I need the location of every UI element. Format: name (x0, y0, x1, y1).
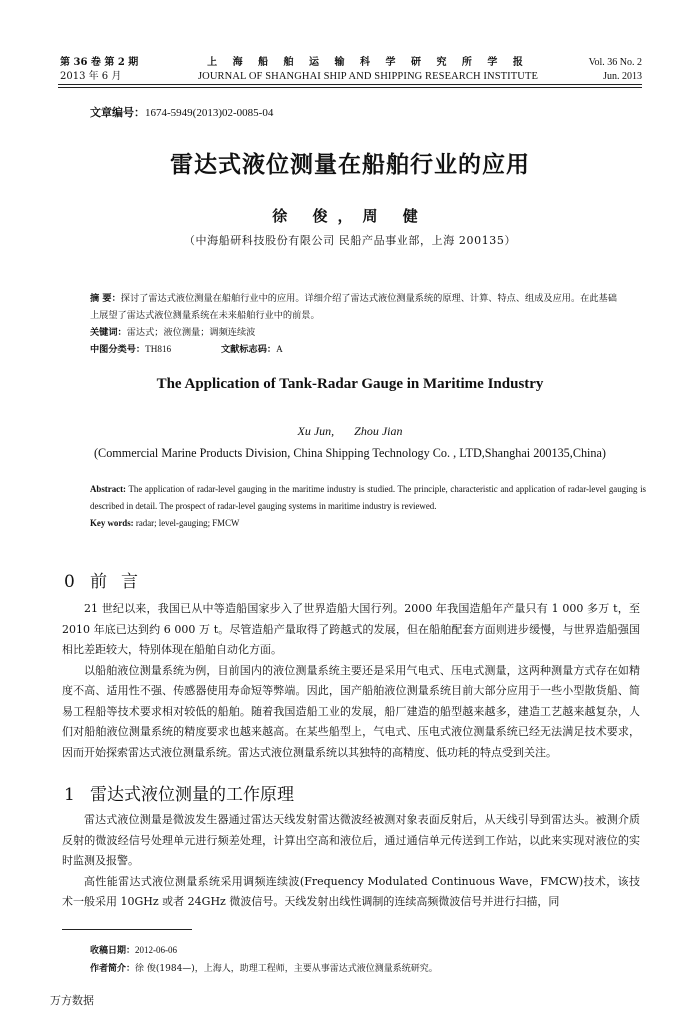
article-number (90, 104, 273, 120)
keywords-cn-text: 雷达式；液位测量；调频连续波 (126, 327, 256, 338)
date-cn: 2013 年 6 月 (60, 71, 122, 82)
abstract-en (90, 481, 646, 532)
header-rule-bottom (58, 87, 642, 88)
abstract-cn-label: 摘 要： (90, 293, 121, 304)
title-cn: 雷达式液位测量在船舶行业的应用 (170, 151, 530, 178)
section-0-heading (64, 567, 152, 592)
authors-en (0, 424, 700, 439)
keywords-en-text: radar; level-gauging; FMCW (133, 518, 240, 528)
abstract-en-label: Abstract: (90, 484, 126, 494)
author-en-2: Zhou Jian (354, 424, 403, 438)
keywords-cn-label: 关键词： (90, 327, 127, 338)
affiliation-cn: （中海船研科技股份有限公司 民船产品事业部，上海 200135） (183, 234, 517, 247)
volume-issue-en: Vol. 36 No. 2 (588, 57, 642, 68)
abstract-en-body (90, 481, 646, 515)
author-bio (90, 960, 438, 978)
keywords-en (90, 515, 646, 532)
section-0-body (62, 599, 640, 763)
author-en-1: Xu Jun, (297, 424, 335, 438)
clc-value: TH816 (145, 344, 172, 354)
authors-cn: 徐 俊，周 健 (272, 207, 428, 225)
header-volume-cn (60, 56, 138, 84)
journal-title-en: JOURNAL OF SHANGHAI SHIP AND SHIPPING RESEARCH INSTITUTE (198, 71, 538, 82)
section-0-number: 0 (64, 572, 75, 592)
article-number-label: 文章编号： (90, 106, 145, 119)
footnote (90, 941, 438, 978)
journal-title-cn: 上 海 船 舶 运 输 科 学 研 究 所 学 报 (207, 57, 529, 68)
received-label: 收稿日期： (90, 946, 136, 956)
section-1-heading (64, 780, 294, 805)
author-bio-text: 徐 俊(1984—)，上海人，助理工程师，主要从事雷达式液位测量系统研究。 (135, 964, 438, 974)
abstract-cn-body (90, 290, 625, 324)
author-bio-label: 作者简介： (90, 964, 136, 974)
section-1-paragraph-1: 雷达式液位测量是微波发生器通过雷达天线发射雷达微波经被测对象表面反射后，从天线引导到雷达头。被测介质反射的微波经信号处理单元进行频差处理，计算出空高和液位后，通过通信单元传送到工作站，以此来实现对液位的实时监测及报警。 (62, 813, 640, 867)
header-journal (178, 56, 558, 84)
clc-label: 中图分类号： (90, 344, 146, 355)
abstract-cn-text: 探讨了雷达式液位测量在船舶行业中的应用。详细介绍了雷达式液位测量系统的原理、计算、特点、组成及应用。在此基础上展望了雷达式液位测量系统在未来船舶行业中的前景。 (90, 293, 617, 321)
doc-code-value: A (276, 344, 283, 354)
section-0-paragraph-2: 以船舶液位测量系统为例，目前国内的液位测量系统主要还是采用气电式、压电式测量，这两种测量方式存在如精度不高、适用性不强、传感器使用寿命短等弊端。因此，国产船舶液位测量系统目前大部分应用于一些小型散货船、简易工程船等技术要求相对较低的船舶。随着我国造船工业的发展，船厂建造的船型越来越多，建造工艺越来越复杂，人们对船舶液位测量系统的精度要求也越来越高。在某些船型上，气电式、压电式液位测量系统已经无法满足技术要求，因而开始探索雷达式液位测量系统。雷达式液位测量系统以其独特的高精度、低功耗的特点受到关注。 (62, 663, 640, 759)
watermark-text: 万方数据 (50, 994, 94, 1007)
section-1-title: 雷达式液位测量的工作原理 (90, 785, 294, 805)
affiliation-en: (Commercial Marine Products Division, China Shipping Technology Co. , LTD,Shanghai 200135,China) (94, 446, 606, 460)
abstract-en-text: The application of radar-level gauging in the maritime industry is studied. The principle, characteristic and application of radar-level gauging is described in detail. The prospect of radar-level gauging systems in maritime industry is reviewed. (90, 484, 646, 511)
title-en: The Application of Tank-Radar Gauge in Maritime Industry (156, 376, 544, 392)
section-0-paragraph-1: 21 世纪以来，我国已从中等造船国家步入了世界造船大国行列。2000 年我国造船年产量只有 1 000 多万 t，至 2010 年底已达到约 6 000 万 t。尽管造船产量取得了跨越式的发展，但在船舶配套方面则进步缓慢，与世界造船强国相比差距较大，特别体现在船舶自动化方面。 (62, 602, 640, 656)
keywords-cn (90, 324, 625, 341)
article-number-value: 1674-5949(2013)02-0085-04 (145, 107, 274, 119)
section-1-body (62, 810, 640, 913)
received-date (90, 941, 438, 960)
doc-code-label: 文献标志码： (221, 344, 277, 355)
section-1-number: 1 (64, 785, 75, 805)
received-value: 2012-06-06 (135, 945, 178, 955)
header-volume-en (589, 56, 642, 84)
date-en: Jun. 2013 (603, 71, 642, 82)
volume-issue-cn: 第 36 卷 第 2 期 (60, 57, 139, 68)
header-rule-top (58, 84, 642, 85)
classification-row (90, 341, 625, 358)
abstract-cn (90, 290, 625, 358)
section-0-title: 前言 (90, 572, 152, 592)
keywords-en-label: Key words: (90, 518, 134, 528)
footnote-rule (62, 929, 192, 930)
section-1-paragraph-2: 高性能雷达式液位测量系统采用调频连续波(Frequency Modulated Continuous Wave，FMCW)技术，该技术一般采用 10GHz 或者 24GHz 微波信号。天线发射出线性调制的连续高频微波信号并进行扫描，同 (62, 874, 640, 908)
